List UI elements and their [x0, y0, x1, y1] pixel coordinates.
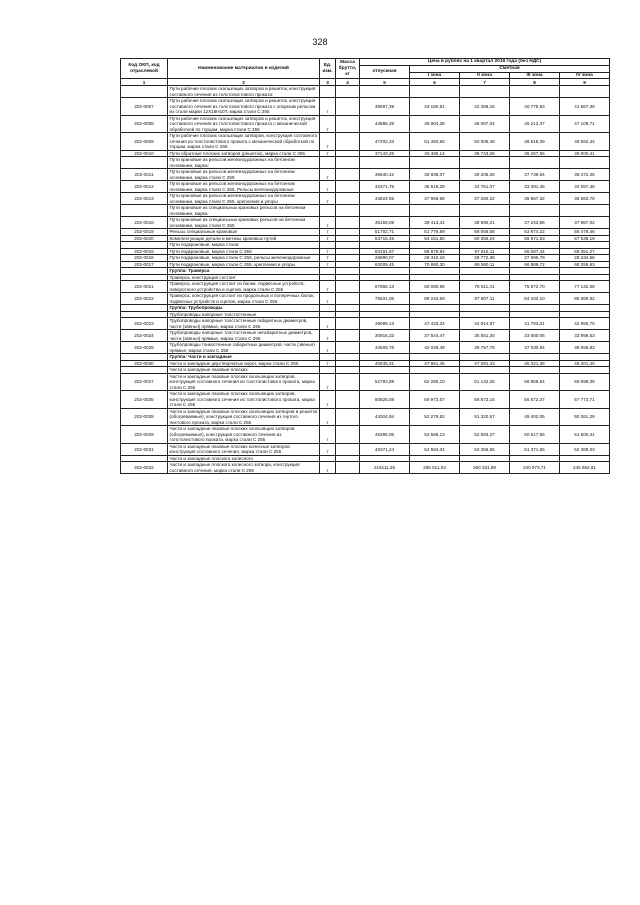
row-unit: т: [320, 330, 336, 342]
table-row: [121, 86, 610, 98]
row-code: 202-0032: [121, 462, 168, 474]
row-zone-1-price: 70 880,30: [410, 261, 460, 268]
row-name: Трубопроводы напорные толстостенные негабаритных диаметров, части (звенья) прямые, марка стали С 255: [168, 330, 320, 342]
row-code: [121, 86, 168, 98]
row-zone-4-price: 42 955,70: [560, 318, 610, 330]
row-name: Трубопроводы напорные толстостенные габаритных диаметров, части (звенья) прямые, марка стали С 255: [168, 318, 320, 330]
row-name: Пути подкрановые, марка стали С 255: [168, 248, 320, 255]
row-unit: т: [320, 261, 336, 268]
row-zone-2-price: 42 359,15: [460, 98, 510, 116]
row-zone-4-price: 46 201,40: [560, 360, 610, 367]
row-zone-3-price: 53 874,22: [510, 229, 560, 236]
row-name: Части и закладные пазовые плоских скользящих затворов, конструкция составного сечения из толстолистового проката, марка стали С 255: [168, 373, 320, 391]
row-name: Трубопроводы тонкостенные габаритных диаметров, части (звенья) прямые, марка стали С 255: [168, 342, 320, 354]
table-body: [121, 86, 610, 474]
row-zone-3-price: 37 243,86: [510, 217, 560, 229]
row-zone-1-price: [410, 205, 460, 217]
row-unit: т: [320, 150, 336, 157]
column-number: 4: [336, 79, 360, 86]
row-release-price: 36640,42: [360, 169, 410, 181]
row-zone-2-price: 52 583,27: [460, 426, 510, 444]
row-zone-1-price: 51 450,56: [410, 133, 460, 151]
row-zone-3-price: 33 391,46: [510, 181, 560, 193]
table-row: [121, 426, 610, 444]
row-zone-1-price: [410, 86, 460, 98]
row-zone-4-price: 68 259,93: [560, 261, 610, 268]
row-code: 202-0035: [121, 391, 168, 409]
row-code: 202-0025: [121, 342, 168, 354]
row-zone-1-price: 47 961,46: [410, 360, 460, 367]
row-zone-4-price: [560, 86, 610, 98]
row-mass: [336, 86, 360, 98]
row-release-price: 44304,94: [360, 408, 410, 426]
table-row: [121, 133, 610, 151]
row-name: Траверса, конструкция состоит: [168, 274, 320, 281]
row-zone-1-price: 59 973,57: [410, 391, 460, 409]
row-zone-3-price: 75 672,70: [510, 281, 560, 293]
row-zone-2-price: 58 873,15: [460, 391, 510, 409]
row-name: Части и закладные пазовые плоских: [168, 367, 320, 374]
row-zone-3-price: 40 775,63: [510, 98, 560, 116]
table-row: [121, 217, 610, 229]
column-number: 6: [410, 79, 460, 86]
row-zone-1-price: 40 486,14: [410, 150, 460, 157]
table-row: [121, 193, 610, 205]
row-unit: т: [320, 193, 336, 205]
row-release-price: 50825,08: [360, 391, 410, 409]
row-code: 202-0011: [121, 169, 168, 181]
table-row: [121, 462, 610, 474]
row-unit: т: [320, 98, 336, 116]
row-code: 202-0007: [121, 98, 168, 116]
row-zone-2-price: 51 320,57: [460, 408, 510, 426]
row-name: Группа: Трубопроводы: [168, 305, 320, 312]
row-name: Части и закладные пазовые плоских скользящих затворов (обогреваемые), конструкция составного сечения из толстолистового проката, марка стали С 255: [168, 426, 320, 444]
column-numbers-row: [121, 79, 610, 86]
table-row: [121, 391, 610, 409]
row-zone-1-price: 53 566,13: [410, 426, 460, 444]
row-zone-4-price: 55 479,46: [560, 229, 610, 236]
row-code: 202-0017: [121, 261, 168, 268]
row-zone-2-price: 87 607,11: [460, 293, 510, 305]
row-unit: т: [320, 281, 336, 293]
table-row: [121, 373, 610, 391]
row-zone-1-price: 68 878,94: [410, 248, 460, 255]
row-zone-4-price: 51 600,41: [560, 426, 610, 444]
row-zone-1-price: 255 011,03: [410, 462, 460, 474]
table-row: [121, 408, 610, 426]
column-number: 5: [360, 79, 410, 86]
row-mass: [336, 342, 360, 354]
column-number: 1: [121, 79, 168, 86]
row-code: 202-0013: [121, 193, 168, 205]
row-mass: [336, 391, 360, 409]
row-zone-4-price: [560, 205, 610, 217]
row-unit: [320, 86, 336, 98]
header-mass: Масса брутто, кг: [336, 59, 360, 79]
row-zone-1-price: 39 413,41: [410, 217, 460, 229]
table-row: [121, 98, 610, 116]
row-zone-4-price: 36 563,79: [560, 193, 610, 205]
row-zone-1-price: 47 433,24: [410, 318, 460, 330]
row-code: 202-0030: [121, 360, 168, 367]
row-code: 202-0021: [121, 281, 168, 293]
row-zone-2-price: 50 506,49: [460, 133, 510, 151]
row-zone-4-price: 38 472,45: [560, 169, 610, 181]
row-name: Пути крановые из рельсов железнодорожных на бетонном основании, марка:: [168, 157, 320, 169]
row-mass: [336, 443, 360, 455]
row-code: 202-0027: [121, 373, 168, 391]
row-zone-2-price: 60 356,24: [460, 235, 510, 242]
row-release-price: 53715,45: [360, 235, 410, 242]
table-row: [121, 281, 610, 293]
row-zone-1-price: 42 028,49: [410, 342, 460, 354]
row-zone-4-price: 57 538,19: [560, 235, 610, 242]
row-zone-1-price: 37 956,68: [410, 193, 460, 205]
row-zone-3-price: 37 739,64: [510, 169, 560, 181]
row-name: Пути рабочие плоских скользящих затворов и решеток, конструкция составного сечения из толстолистового проката с опорным рельсом из стали марки 12Х18Н10Т, марка стали С 255: [168, 98, 320, 116]
header-code: Код ОКП, код отраслевой: [121, 59, 168, 79]
row-name: Пути крановые из рельсов железнодорожных на бетонном основании, марка стали С 255. Рельсы железнодорожные: [168, 181, 320, 193]
table-row: [121, 342, 610, 354]
row-zone-2-price: 34 751,07: [460, 181, 510, 193]
row-zone-3-price: 45 321,38: [510, 360, 560, 367]
row-zone-3-price: 84 332,10: [510, 293, 560, 305]
row-code: 202-0010: [121, 150, 168, 157]
row-code: [121, 205, 168, 217]
row-name: Части и закладные пазовые плоских скользящих затворов и решеток (обогреваемые), конструкция составного сечения из гнутого листового проката, марка стали С 255: [168, 408, 320, 426]
row-unit: т: [320, 408, 336, 426]
row-name: Траверса, конструкция состоит из балки, подвесных устройств, поворотного устройства и сцепов, марка стали С 255: [168, 281, 320, 293]
row-zone-3-price: 50 617,55: [510, 426, 560, 444]
row-zone-4-price: 59 999,38: [560, 373, 610, 391]
row-unit: т: [320, 229, 336, 236]
row-name: Пути рабочие плоских скользящих затворов и решеток, конструкция составного сечения из толстолистового проката:: [168, 86, 320, 98]
row-release-price: 45395,06: [360, 426, 410, 444]
row-code: [121, 157, 168, 169]
row-unit: т: [320, 462, 336, 474]
row-zone-2-price: 44 914,97: [460, 318, 510, 330]
row-name: Пути рабочие плоских скользящих затворов и решеток, конструкция составного сечения из толстолистового проката с механической обработкой по торцам, марка стали С 255: [168, 115, 320, 133]
row-zone-2-price: 250 331,99: [460, 462, 510, 474]
row-zone-3-price: 48 618,39: [510, 133, 560, 151]
row-release-price: 216111,36: [360, 462, 410, 474]
row-zone-2-price: 39 743,26: [460, 150, 510, 157]
row-zone-2-price: 38 690,21: [460, 217, 510, 229]
row-release-price: 47202,33: [360, 133, 410, 151]
row-mass: [336, 181, 360, 193]
row-release-price: [360, 86, 410, 98]
row-zone-3-price: [510, 86, 560, 98]
row-code: 202-0012: [121, 181, 168, 193]
row-unit: т: [320, 293, 336, 305]
row-zone-4-price: 38 056,83: [560, 342, 610, 354]
row-release-price: [360, 205, 410, 217]
row-name: Комплектующие детали и метизы крановых путей: [168, 235, 320, 242]
row-zone-3-price: [510, 157, 560, 169]
row-release-price: 40845,31: [360, 360, 410, 367]
row-mass: [336, 318, 360, 330]
column-number: 8: [510, 79, 560, 86]
row-zone-3-price: 58 856,54: [510, 373, 560, 391]
row-name: Пути крановые из специальных крановых рельсов на бетонном основании, марка стали С 255: [168, 217, 320, 229]
row-unit: т: [320, 169, 336, 181]
row-release-price: 32371,75: [360, 181, 410, 193]
row-zone-3-price: 46 212,37: [510, 115, 560, 133]
row-zone-4-price: 41 567,39: [560, 98, 610, 116]
row-zone-1-price: 62 265,10: [410, 373, 460, 391]
row-code: 202-0031: [121, 443, 168, 455]
row-name: Части и закладные плоского колесного затвора, конструкция составного сечения, марка стали С 255: [168, 462, 320, 474]
row-mass: [336, 408, 360, 426]
row-zone-3-price: 38 257,55: [510, 150, 560, 157]
row-code: 202-0028: [121, 408, 168, 426]
row-name: Группа: Части и закладные: [168, 354, 320, 361]
row-unit: [320, 205, 336, 217]
table-row: [121, 169, 610, 181]
row-name: Трубопроводы напорные толстостенные: [168, 311, 320, 318]
table-row: [121, 330, 610, 342]
row-name: Части и закладные пазовые плоских скользящих затворов, конструкция составного сечения из толстолистового проката, марка стали С 255: [168, 391, 320, 409]
row-zone-4-price: [560, 157, 610, 169]
row-release-price: 52783,99: [360, 373, 410, 391]
page-number: 328: [312, 37, 328, 47]
row-code: 202-0016: [121, 255, 168, 262]
table-row: [121, 157, 610, 169]
row-zone-1-price: 54 564,04: [410, 443, 460, 455]
row-code: 202-0029: [121, 426, 168, 444]
table-row: [121, 318, 610, 330]
row-unit: т: [320, 318, 336, 330]
row-release-price: 37143,26: [360, 150, 410, 157]
row-code: 202-0022: [121, 293, 168, 305]
row-zone-2-price: 35 551,20: [460, 330, 510, 342]
header-price-group: Цена в рублях на 1 квартал 2016 года (без НДС): [360, 59, 610, 66]
row-release-price: 51702,71: [360, 229, 410, 236]
table-row: [121, 115, 610, 133]
row-zone-2-price: [460, 205, 510, 217]
row-release-price: 34822,65: [360, 193, 410, 205]
row-zone-4-price: 52 369,03: [560, 443, 610, 455]
row-release-price: 67865,13: [360, 281, 410, 293]
row-release-price: 35159,09: [360, 217, 410, 229]
row-zone-1-price: 35 518,29: [410, 181, 460, 193]
row-zone-4-price: 39 000,41: [560, 150, 610, 157]
row-mass: [336, 330, 360, 342]
row-zone-2-price: 39 205,26: [460, 169, 510, 181]
row-unit: т: [320, 373, 336, 391]
row-zone-2-price: 47 081,43: [460, 360, 510, 367]
row-zone-4-price: 49 562,44: [560, 133, 610, 151]
row-zone-1-price: 54 151,80: [410, 235, 460, 242]
column-number: 7: [460, 79, 510, 86]
row-zone-1-price: 39 938,07: [410, 169, 460, 181]
row-zone-1-price: 37 544,47: [410, 330, 460, 342]
row-release-price: 30916,33: [360, 330, 410, 342]
row-name: Траверса, конструкция состоит из продольных и поперечных балок, подвесных устройств и сцепов, марка стали С 255: [168, 293, 320, 305]
row-mass: [336, 193, 360, 205]
row-mass: [336, 462, 360, 474]
row-zone-2-price: 58 066,58: [460, 229, 510, 236]
row-zone-4-price: 57 772,71: [560, 391, 610, 409]
row-zone-2-price: 39 757,75: [460, 342, 510, 354]
price-table: [120, 58, 610, 474]
row-zone-2-price: 28 772,38: [460, 255, 510, 262]
row-mass: [336, 98, 360, 116]
row-zone-3-price: 37 030,94: [510, 342, 560, 354]
row-release-price: 75631,06: [360, 293, 410, 305]
row-mass: [336, 169, 360, 181]
row-zone-3-price: 41 793,01: [510, 318, 560, 330]
column-number: 9: [560, 79, 610, 86]
row-zone-1-price: 52 279,82: [410, 408, 460, 426]
row-name: Пути подкрановые, марка стали:: [168, 242, 320, 249]
row-mass: [336, 157, 360, 169]
table-row: [121, 293, 610, 305]
table-row: [121, 205, 610, 217]
row-release-price: 26890,07: [360, 255, 410, 262]
row-unit: т: [320, 391, 336, 409]
row-mass: [336, 281, 360, 293]
row-zone-4-price: 33 996,53: [560, 330, 610, 342]
row-release-price: 63009,45: [360, 261, 410, 268]
row-zone-1-price: 61 776,89: [410, 229, 460, 236]
row-zone-2-price: 37 260,22: [460, 193, 510, 205]
row-zone-3-price: 56 672,37: [510, 391, 560, 409]
header-zone-3: III зона: [510, 72, 560, 79]
row-name: Части и закладные плоского колесного: [168, 455, 320, 462]
table-row: [121, 443, 610, 455]
header-release: отпускная: [360, 65, 410, 79]
row-zone-2-price: 53 366,55: [460, 443, 510, 455]
row-zone-1-price: 48 904,38: [410, 115, 460, 133]
header-estimate: Сметная: [410, 65, 610, 72]
row-zone-2-price: 48 007,04: [460, 115, 510, 133]
row-zone-4-price: 37 967,02: [560, 217, 610, 229]
row-release-price: 44886,39: [360, 115, 410, 133]
row-zone-2-price: 61 142,26: [460, 373, 510, 391]
row-name: Группа: Траверса: [168, 268, 320, 275]
row-zone-2-price: 67 615,11: [460, 248, 510, 255]
row-zone-4-price: 50 361,29: [560, 408, 610, 426]
row-name: Пути подкрановые, марка стали С 255, рельсы железнодорожные: [168, 255, 320, 262]
table-row: [121, 181, 610, 193]
row-code: 202-0018: [121, 217, 168, 229]
row-zone-3-price: 33 080,06: [510, 330, 560, 342]
row-unit: т: [320, 181, 336, 193]
row-zone-4-price: 66 351,27: [560, 248, 610, 255]
row-name: Пути крановые из специальных крановых рельсов на бетонном основании, марка: [168, 205, 320, 217]
row-mass: [336, 426, 360, 444]
row-unit: т: [320, 235, 336, 242]
row-zone-3-price: 240 973,71: [510, 462, 560, 474]
header-name: Наименование материалов и изделий: [168, 59, 320, 79]
row-code: 202-0023: [121, 318, 168, 330]
row-unit: [320, 157, 336, 169]
row-zone-4-price: 85 969,62: [560, 293, 610, 305]
row-unit: т: [320, 342, 336, 354]
row-code: 202-0015: [121, 248, 168, 255]
row-zone-1-price: 89 244,69: [410, 293, 460, 305]
row-release-price: 46371,24: [360, 443, 410, 455]
row-zone-3-price: 51 371,55: [510, 443, 560, 455]
row-mass: [336, 205, 360, 217]
row-name: Пути подкрановые, марка стали С 255, крепления и упоры: [168, 261, 320, 268]
header-unit: Ед. изм.: [320, 59, 336, 79]
row-unit: т: [320, 133, 336, 151]
row-mass: [336, 373, 360, 391]
row-unit: т: [320, 426, 336, 444]
row-mass: [336, 115, 360, 133]
row-zone-4-price: 245 652,81: [560, 462, 610, 474]
row-code: 202-0008: [121, 115, 168, 133]
row-name: Пути крановые из рельсов железнодорожных на бетонном основании, марка стали С 255, крепления и упоры: [168, 193, 320, 205]
row-mass: [336, 217, 360, 229]
row-name: Пути рабочие плоских скользящих затворов, конструкция составного сечения из толстолистового проката с механической обработкой по торцам, марка стали С 255: [168, 133, 320, 151]
row-zone-4-price: 47 109,71: [560, 115, 610, 133]
row-unit: т: [320, 115, 336, 133]
row-unit: т: [320, 360, 336, 367]
row-zone-3-price: 49 402,05: [510, 408, 560, 426]
column-number: 3: [320, 79, 336, 86]
row-zone-4-price: 28 234,58: [560, 255, 610, 262]
row-code: 202-0009: [121, 133, 168, 151]
row-zone-3-price: 35 867,32: [510, 193, 560, 205]
row-zone-3-price: 55 971,53: [510, 235, 560, 242]
row-zone-1-price: 29 310,18: [410, 255, 460, 262]
row-name: Пути обратные плоских затворов (решеток), марка стали С 255: [168, 150, 320, 157]
column-number: 2: [168, 79, 320, 86]
row-name: Части и закладные пазовые плоских колесных затворов, конструкция составного сечения, марка стали С 255: [168, 443, 320, 455]
row-zone-4-price: 77 142,08: [560, 281, 610, 293]
row-zone-2-price: [460, 157, 510, 169]
row-code: 202-0019: [121, 229, 168, 236]
header-zone-1: I зона: [410, 72, 460, 79]
header-zone-2: II зона: [460, 72, 510, 79]
row-zone-2-price: 78 611,41: [460, 281, 510, 293]
row-name: Рельсы специальные крановые: [168, 229, 320, 236]
row-unit: т: [320, 255, 336, 262]
row-code: 202-0024: [121, 330, 168, 342]
row-zone-1-price: 80 080,85: [410, 281, 460, 293]
row-zone-3-price: 66 989,72: [510, 261, 560, 268]
header-zone-4: IV зона: [560, 72, 610, 79]
row-unit: т: [320, 217, 336, 229]
row-zone-3-price: [510, 205, 560, 217]
row-zone-2-price: [460, 86, 510, 98]
row-unit: т: [320, 248, 336, 255]
row-zone-3-price: 65 087,44: [510, 248, 560, 255]
row-release-price: 63191,67: [360, 248, 410, 255]
row-name: Пути крановые из рельсов железнодорожных на бетонном основании, марка стали С 255: [168, 169, 320, 181]
row-zone-4-price: 34 087,45: [560, 181, 610, 193]
row-zone-1-price: 43 150,91: [410, 98, 460, 116]
row-release-price: 39089,13: [360, 318, 410, 330]
row-mass: [336, 293, 360, 305]
row-unit: т: [320, 443, 336, 455]
row-zone-3-price: 27 696,79: [510, 255, 560, 262]
row-zone-2-price: 69 580,11: [460, 261, 510, 268]
row-release-price: [360, 157, 410, 169]
row-code: 202-0020: [121, 235, 168, 242]
row-release-price: 39587,39: [360, 98, 410, 116]
row-name: Части и закладные двустворчатых ворот, марка стали С 255: [168, 360, 320, 367]
row-mass: [336, 133, 360, 151]
row-release-price: 34508,76: [360, 342, 410, 354]
row-zone-1-price: [410, 157, 460, 169]
